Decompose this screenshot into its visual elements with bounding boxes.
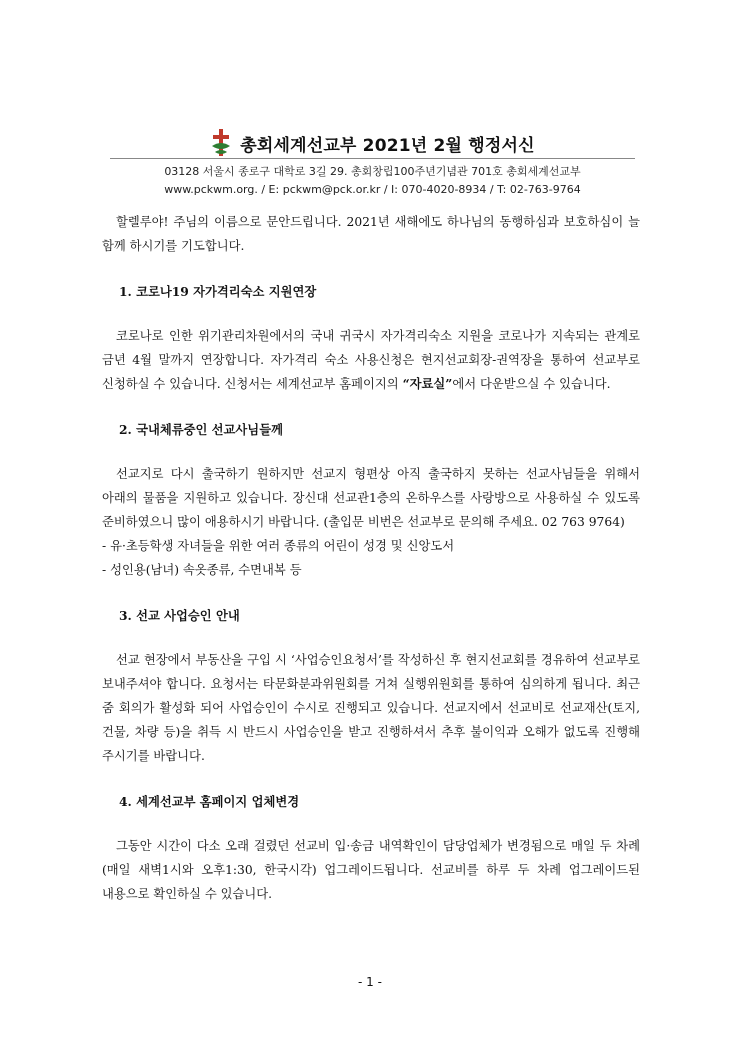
title-row bbox=[110, 128, 635, 158]
bullet-item: - 성인용(남녀) 속옷종류, 수면내복 등 bbox=[102, 563, 302, 577]
address-block bbox=[110, 163, 635, 199]
letter-header bbox=[110, 128, 635, 158]
section-paragraph-2: 선교지로 다시 출국하기 원하지만 선교지 형편상 아직 출국하지 못하는 선교사님들을 위해서 아래의 물품을 지원하고 있습니다. 장신대 선교관1층의 온하우스를 사랑방으로 사용하실 수 있도록 준비하였으니 많이 애용하시기 바랍니다. (출입문 비번은 선교부로 문의해 주세요. 02 763 9764) bbox=[102, 467, 640, 529]
section-paragraph-3: 선교 현장에서 부동산을 구입 시 ‘사업승인요청서’를 작성하신 후 현지선교회를 경유하여 선교부로 보내주셔야 합니다. 요청서는 타문화분과위원회를 거쳐 실행위원회를 통하여 심의하게 됩니다. 최근 줌 회의가 활성화 되어 사업승인이 수시로 진행되고 있습니다. 선교지에서 선교비로 선교재산(토지, 건물, 차량 등)을 취득 시 반드시 사업승인을 받고 진행하셔서 추후 불이익과 오해가 없도록 진행해 주시기를 바랍니다. bbox=[102, 653, 640, 763]
section-paragraph-4: 그동안 시간이 다소 오래 걸렸던 선교비 입·송금 내역확인이 담당업체가 변경됨으로 매일 두 차례(매일 새벽1시와 오후1:30, 한국시각) 업그레이드됩니다. 선교비를 하루 두 차례 업그레이드된 내용으로 확인하실 수 있습니다. bbox=[102, 839, 640, 901]
intro-paragraph: 할렐루야! 주님의 이름으로 문안드립니다. 2021년 새해에도 하나님의 동행하심과 보호하심이 늘 함께 하시기를 기도합니다. bbox=[102, 215, 640, 253]
section-heading-1: 1. 코로나19 자가격리숙소 지원연장 bbox=[119, 284, 317, 299]
section-1-quote: “자료실” bbox=[402, 376, 453, 391]
section-heading-4: 4. 세계선교부 홈페이지 업체변경 bbox=[119, 794, 300, 809]
bullet-item: - 유·초등학생 자녀들을 위한 여러 종류의 어린이 성경 및 신앙도서 bbox=[102, 539, 455, 553]
section-1-text-a: 코로나로 인한 위기관리차원에서의 국내 귀국시 자가격리숙소 지원을 코로나가 지속되는 관계로 금년 4월 말까지 연장합니다. 자가격리 숙소 사용신청은 현지선교회장-권역장을 통하여 선교부로 신청하실 수 있습니다. 신청서는 세계선교부 홈페이지의 bbox=[102, 329, 640, 391]
postal-address: 03128 서울시 종로구 대학로 3길 29. 총회창립100주년기념관 701호 총회세계선교부 bbox=[164, 165, 581, 178]
section-heading-3: 3. 선교 사업승인 안내 bbox=[119, 608, 240, 623]
page-number: - 1 - bbox=[358, 975, 382, 989]
section-paragraph-1 bbox=[102, 324, 640, 396]
church-logo-icon bbox=[210, 128, 232, 158]
letter-title: 총회세계선교부 2021년 2월 행정서신 bbox=[240, 135, 535, 156]
letter-body bbox=[102, 210, 640, 906]
header-divider bbox=[110, 158, 635, 159]
contact-line: www.pckwm.org. / E: pckwm@pck.or.kr / I: 070-4020-8934 / T: 02-763-9764 bbox=[164, 183, 581, 196]
section-heading-2: 2. 국내체류중인 선교사님들께 bbox=[119, 422, 283, 437]
section-1-text-b: 에서 다운받으실 수 있습니다. bbox=[452, 377, 611, 391]
